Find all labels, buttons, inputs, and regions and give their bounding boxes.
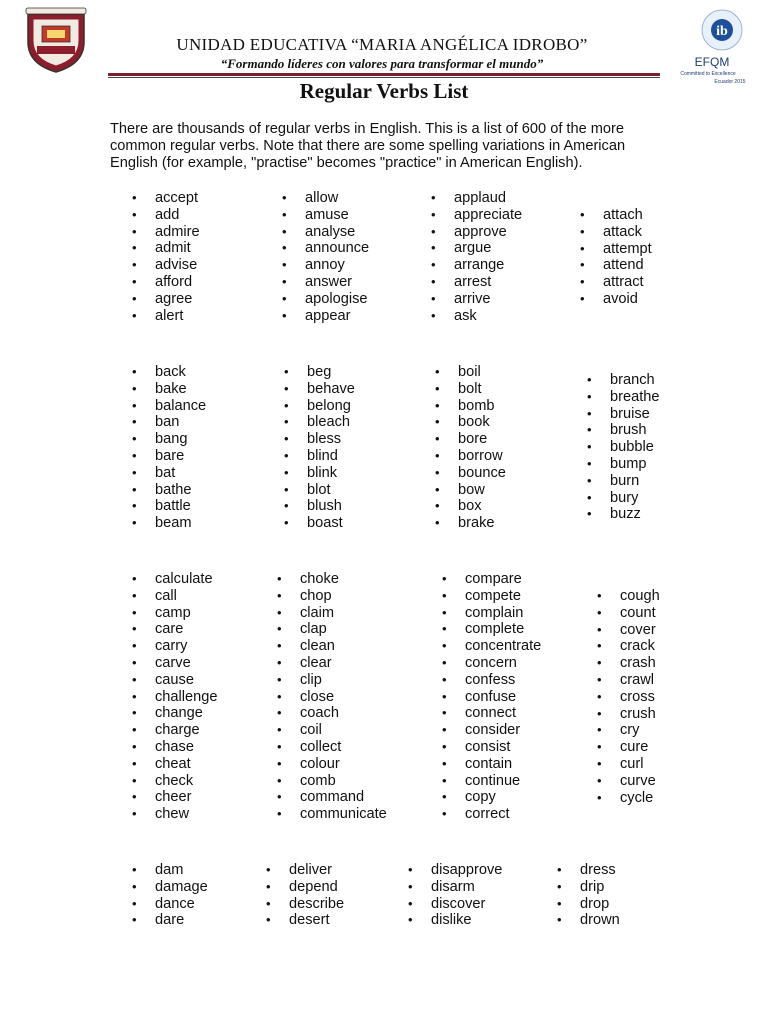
verb-item: • care	[132, 621, 217, 638]
verb-item: • avoid	[580, 291, 652, 308]
verb-item: • arrest	[431, 274, 522, 291]
verb-item: • crawl	[597, 672, 660, 689]
verb-item: • command	[277, 789, 387, 806]
verb-item: • announce	[282, 240, 369, 257]
verb-item: • carve	[132, 655, 217, 672]
verb-item: • cure	[597, 739, 660, 756]
verb-item: • bleach	[284, 414, 355, 431]
verb-item: • desert	[266, 912, 344, 929]
verb-item: • camp	[132, 605, 217, 622]
svg-text:Committed to Excellence: Committed to Excellence	[680, 71, 736, 77]
verb-item: • admire	[132, 224, 200, 241]
verb-item: • comb	[277, 773, 387, 790]
verb-item: • answer	[282, 274, 369, 291]
verb-column	[435, 364, 506, 532]
verb-item: • consider	[442, 722, 541, 739]
school-motto: “Formando líderes con valores para transformar el mundo”	[220, 56, 544, 71]
verb-item: • blind	[284, 448, 355, 465]
verb-item: • damage	[132, 879, 208, 896]
verb-item: • bury	[587, 490, 660, 507]
verb-item: • claim	[277, 605, 387, 622]
verb-item: • concentrate	[442, 638, 541, 655]
verb-item: • approve	[431, 224, 522, 241]
verb-item: • advise	[132, 257, 200, 274]
verb-item: • copy	[442, 789, 541, 806]
verb-item: • bat	[132, 465, 206, 482]
verb-item: • challenge	[132, 689, 217, 706]
verb-item: • bow	[435, 482, 506, 499]
verb-item: • disapprove	[408, 862, 502, 879]
verb-item: • drop	[557, 896, 620, 913]
verb-item: • afford	[132, 274, 200, 291]
verb-item: • bake	[132, 381, 206, 398]
verb-item: • bubble	[587, 439, 660, 456]
verb-item: • coil	[277, 722, 387, 739]
verb-item: • curl	[597, 756, 660, 773]
verb-item: • cause	[132, 672, 217, 689]
verb-column	[266, 862, 344, 929]
verb-item: • bang	[132, 431, 206, 448]
verb-item: • brush	[587, 422, 660, 439]
verb-item: • burn	[587, 473, 660, 490]
verb-item: • blush	[284, 498, 355, 515]
verb-item: • chase	[132, 739, 217, 756]
verb-item: • continue	[442, 773, 541, 790]
verb-item: • apologise	[282, 291, 369, 308]
verb-item: • describe	[266, 896, 344, 913]
verb-item: • coach	[277, 705, 387, 722]
verb-item: • annoy	[282, 257, 369, 274]
verb-column	[132, 190, 200, 324]
verb-item: • appear	[282, 308, 369, 325]
verb-item: • correct	[442, 806, 541, 823]
verb-item: • clean	[277, 638, 387, 655]
verb-item: • change	[132, 705, 217, 722]
svg-text:EFQM: EFQM	[694, 55, 730, 69]
verb-item: • amuse	[282, 207, 369, 224]
verb-item: • blink	[284, 465, 355, 482]
verb-item: • concern	[442, 655, 541, 672]
verb-item: • clip	[277, 672, 387, 689]
verb-item: • drown	[557, 912, 620, 929]
verb-item: • crush	[597, 706, 660, 723]
verb-column	[580, 207, 652, 308]
verb-item: • dare	[132, 912, 208, 929]
verb-column	[277, 571, 387, 823]
verb-item: • crack	[597, 638, 660, 655]
verb-item: • attach	[580, 207, 652, 224]
verb-item: • brake	[435, 515, 506, 532]
verb-item: • calculate	[132, 571, 217, 588]
verb-column	[587, 372, 660, 523]
verb-item: • attract	[580, 274, 652, 291]
verb-item: • call	[132, 588, 217, 605]
verb-item: • dance	[132, 896, 208, 913]
verb-item: • bump	[587, 456, 660, 473]
verb-item: • chop	[277, 588, 387, 605]
verb-item: • bare	[132, 448, 206, 465]
verb-item: • cycle	[597, 790, 660, 807]
verb-item: • belong	[284, 398, 355, 415]
verb-item: • collect	[277, 739, 387, 756]
verb-item: • dislike	[408, 912, 502, 929]
page-title: Regular Verbs List	[299, 79, 469, 103]
verb-item: • analyse	[282, 224, 369, 241]
verb-item: • buzz	[587, 506, 660, 523]
verb-item: • dress	[557, 862, 620, 879]
header-divider	[108, 73, 660, 76]
verb-item: • beg	[284, 364, 355, 381]
verb-item: • connect	[442, 705, 541, 722]
verb-item: • confuse	[442, 689, 541, 706]
verb-item: • bounce	[435, 465, 506, 482]
verb-item: • dam	[132, 862, 208, 879]
header-divider-thin	[108, 77, 660, 78]
verb-item: • carry	[132, 638, 217, 655]
verb-item: • bathe	[132, 482, 206, 499]
verb-item: • bore	[435, 431, 506, 448]
verb-item: • agree	[132, 291, 200, 308]
verb-item: • communicate	[277, 806, 387, 823]
school-crest-icon	[22, 6, 90, 74]
verb-item: • boil	[435, 364, 506, 381]
verb-item: • back	[132, 364, 206, 381]
verb-item: • compare	[442, 571, 541, 588]
verb-item: • cheer	[132, 789, 217, 806]
verb-item: • battle	[132, 498, 206, 515]
verb-item: • charge	[132, 722, 217, 739]
verb-column	[282, 190, 369, 324]
verb-item: • behave	[284, 381, 355, 398]
verb-column	[442, 571, 541, 823]
verb-item: • colour	[277, 756, 387, 773]
verb-item: • beam	[132, 515, 206, 532]
verb-item: • contain	[442, 756, 541, 773]
verb-item: • count	[597, 605, 660, 622]
verb-item: • ban	[132, 414, 206, 431]
verb-item: • close	[277, 689, 387, 706]
verb-item: • cover	[597, 622, 660, 639]
verb-column	[132, 364, 206, 532]
verb-item: • compete	[442, 588, 541, 605]
verb-item: • add	[132, 207, 200, 224]
verb-item: • blot	[284, 482, 355, 499]
verb-item: • appreciate	[431, 207, 522, 224]
verb-item: • crash	[597, 655, 660, 672]
verb-item: • admit	[132, 240, 200, 257]
verb-item: • clear	[277, 655, 387, 672]
verb-item: • clap	[277, 621, 387, 638]
verb-item: • allow	[282, 190, 369, 207]
verb-item: • attempt	[580, 241, 652, 258]
verb-item: • bolt	[435, 381, 506, 398]
verb-item: • arrive	[431, 291, 522, 308]
ib-efqm-logo-icon	[664, 6, 750, 86]
verb-item: • book	[435, 414, 506, 431]
verb-item: • ask	[431, 308, 522, 325]
verb-item: • drip	[557, 879, 620, 896]
verb-item: • accept	[132, 190, 200, 207]
verb-item: • box	[435, 498, 506, 515]
school-name: UNIDAD EDUCATIVA “MARIA ANGÉLICA IDROBO”	[176, 35, 588, 54]
verb-item: • bomb	[435, 398, 506, 415]
verb-item: • arrange	[431, 257, 522, 274]
verb-item: • argue	[431, 240, 522, 257]
verb-item: • cheat	[132, 756, 217, 773]
verb-column	[431, 190, 522, 324]
verb-item: • choke	[277, 571, 387, 588]
verb-item: • depend	[266, 879, 344, 896]
verb-item: • confess	[442, 672, 541, 689]
verb-item: • complain	[442, 605, 541, 622]
verb-item: • cry	[597, 722, 660, 739]
verb-item: • borrow	[435, 448, 506, 465]
verb-column	[132, 862, 208, 929]
svg-text:ib: ib	[716, 24, 728, 39]
verb-item: • bruise	[587, 406, 660, 423]
verb-item: • branch	[587, 372, 660, 389]
verb-item: • disarm	[408, 879, 502, 896]
verb-item: • cross	[597, 689, 660, 706]
verb-item: • discover	[408, 896, 502, 913]
verb-item: • attack	[580, 224, 652, 241]
intro-paragraph: There are thousands of regular verbs in English. This is a list of 600 of the more common regular verbs. Note that there are some spelling variations in American English (for example, "practise" becomes "practice" in American English).	[110, 121, 626, 171]
verb-item: • alert	[132, 308, 200, 325]
verb-item: • chew	[132, 806, 217, 823]
verb-column	[597, 588, 660, 806]
verb-column	[132, 571, 217, 823]
verb-item: • attend	[580, 257, 652, 274]
verb-item: • check	[132, 773, 217, 790]
verb-item: • applaud	[431, 190, 522, 207]
verb-column	[557, 862, 620, 929]
verb-item: • consist	[442, 739, 541, 756]
svg-text:Ecuador 2015: Ecuador 2015	[714, 79, 746, 85]
verb-item: • curve	[597, 773, 660, 790]
verb-item: • complete	[442, 621, 541, 638]
verb-item: • cough	[597, 588, 660, 605]
verb-column	[284, 364, 355, 532]
verb-item: • bless	[284, 431, 355, 448]
verb-column	[408, 862, 502, 929]
verb-item: • deliver	[266, 862, 344, 879]
verb-item: • balance	[132, 398, 206, 415]
verb-item: • breathe	[587, 389, 660, 406]
verb-item: • boast	[284, 515, 355, 532]
